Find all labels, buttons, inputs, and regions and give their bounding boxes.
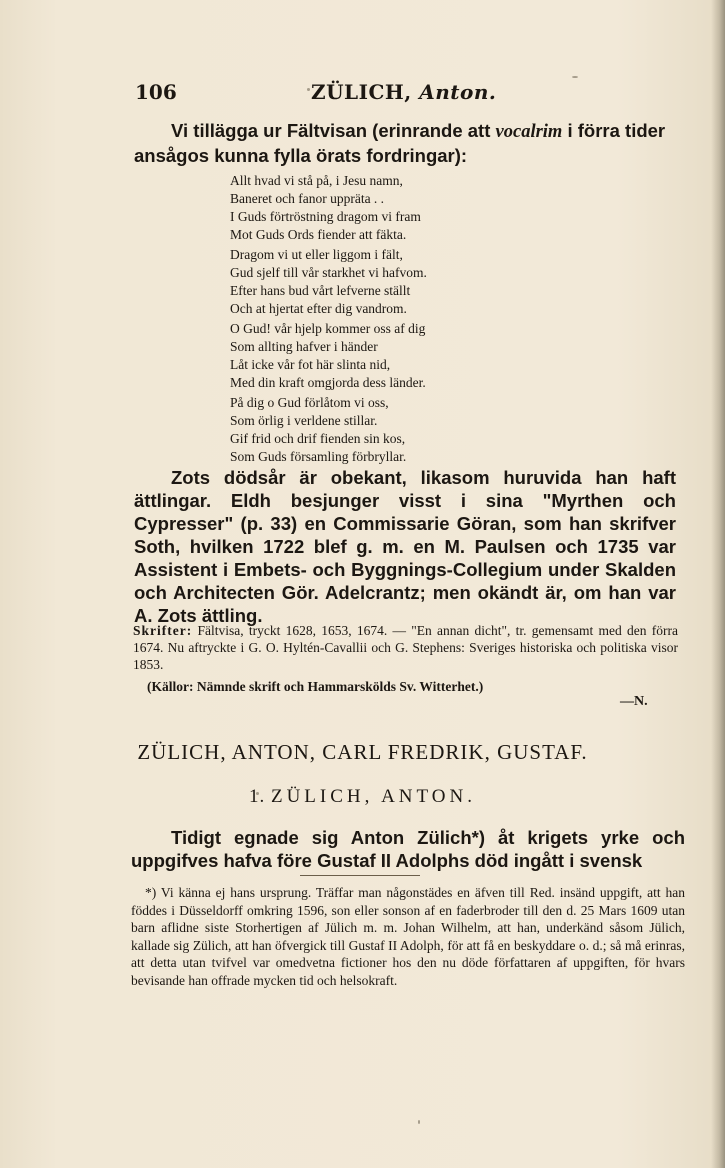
poem-stanza-4 (230, 394, 550, 466)
intro-text-before: Vi tillägga ur Fältvisan (erinrande att (171, 120, 496, 141)
scan-speck (572, 76, 578, 78)
author-signature: —N. (620, 694, 648, 709)
intro-text-after: i förra tider ansågos kunna fylla örats fordringar): (134, 120, 666, 166)
section-body-paragraph (131, 826, 685, 872)
page-number: 106 (135, 80, 177, 104)
page-header (135, 80, 655, 106)
body-paragraph (134, 466, 676, 627)
poem-line: På dig o Gud förlåtom vi oss, (230, 395, 389, 410)
page-edge-shadow (711, 0, 725, 1168)
poem-line: Och at hjertat efter dig vandrom. (230, 301, 407, 316)
skrifter-text: Fältvisa, tryckt 1628, 1653, 1674. — "En annan dicht", tr. gemensamt med den förra 1674. Nu aftryckte i G. O. Hyltén-Cavallii och G. Stephens: Sveriges historiska och politiska visor 1853. (133, 623, 678, 672)
poem-stanza-3 (230, 320, 550, 392)
running-title-given: Anton. (419, 80, 497, 104)
subsection-number: 1. (248, 786, 266, 807)
poem-line: O Gud! vår hjelp kommer oss af dig (230, 321, 426, 336)
poem-line: Låt icke vår fot här slinta nid, (230, 357, 391, 372)
poem-stanza-2 (230, 246, 550, 318)
poem-line: Baneret och fanor uppräta . . (230, 191, 385, 206)
poem-line: Med din kraft omgjorda dess länder. (230, 375, 426, 390)
intro-paragraph (134, 119, 674, 167)
sources-note: (Källor: Nämnde skrift och Hammarskölds Sv. Witterhet.) (147, 679, 484, 694)
footnote-text: *) Vi känna ej hans ursprung. Träffar man någonstädes en äfven till Red. insänd uppgift, att han föddes i Düsseldorff omkring 1596, son eller sonson af en faderbroder till den d. 25 Mars 1609 utan barn aflidne siste Storhertigen af Jülich m. m. Johan Wilhelm, att han, underkänd såsom Jülich, kallade sig Zülich, att han öfvergick till Gustaf II Adolph, för att få en beskyddare o. d.; så må erinras, att detta utan tvifvel var omedvetna fictioner hos den nu döde författaren af uppgiften, för hvars bevisande han offrade mycken tid och helsokraft. (131, 885, 685, 988)
poem-stanza-1 (230, 172, 550, 244)
poem-line: Dragom vi ut eller liggom i fält, (230, 247, 403, 262)
poem-line: Mot Guds Ords fiender att fäkta. (230, 227, 407, 242)
skrifter-label: Skrifter: (133, 623, 193, 638)
poem-line: Gif frid och drif fienden sin kos, (230, 431, 406, 446)
section-body-text: Tidigt egnade sig Anton Zülich*) åt krigets yrke och uppgifves hafva före Gustaf II Adolphs död ingått i svensk (131, 827, 685, 871)
subsection-name: ZÜLICH, ANTON. (270, 786, 476, 807)
skrifter-paragraph (133, 622, 678, 673)
section-heading: ZÜLICH, ANTON, CARL FREDRIK, GUSTAF. (137, 740, 588, 764)
poem-line: Som Guds församling förbryllar. (230, 449, 407, 464)
body-text: Zots dödsår är obekant, likasom huruvida han haft ättlingar. Eldh besjunger visst i sina "Myrthen och Cypresser" (p. 33) en Commissarie Göran, som han skrifver Soth, hvilken 1722 blef g. m. en M. Paulsen och 1735 var Assistent i Embets- och Byggnings-Collegium under Skalden och Architecten Gör. Adelcrantz; men okändt är, om han var A. Zots ättling. (134, 467, 676, 626)
poem-line: Allt hvad vi stå på, i Jesu namn, (230, 173, 403, 188)
poem-line: Efter hans bud vårt lefverne ställt (230, 283, 411, 298)
footnote-divider (300, 875, 420, 876)
poem-line: Gud sjelf till vår starkhet vi hafvom. (230, 265, 427, 280)
footnote (131, 884, 685, 989)
poem-line: Som allting hafver i händer (230, 339, 378, 354)
subsection-heading (0, 786, 725, 808)
running-title-name: ZÜLICH, (311, 80, 420, 104)
poem-line: Som örlig i verldene stillar. (230, 413, 378, 428)
poem-line: I Guds förtröstning dragom vi fram (230, 209, 421, 224)
running-title (311, 80, 496, 104)
scan-speck (418, 1120, 420, 1124)
intro-italic-word: vocalrim (495, 122, 563, 142)
